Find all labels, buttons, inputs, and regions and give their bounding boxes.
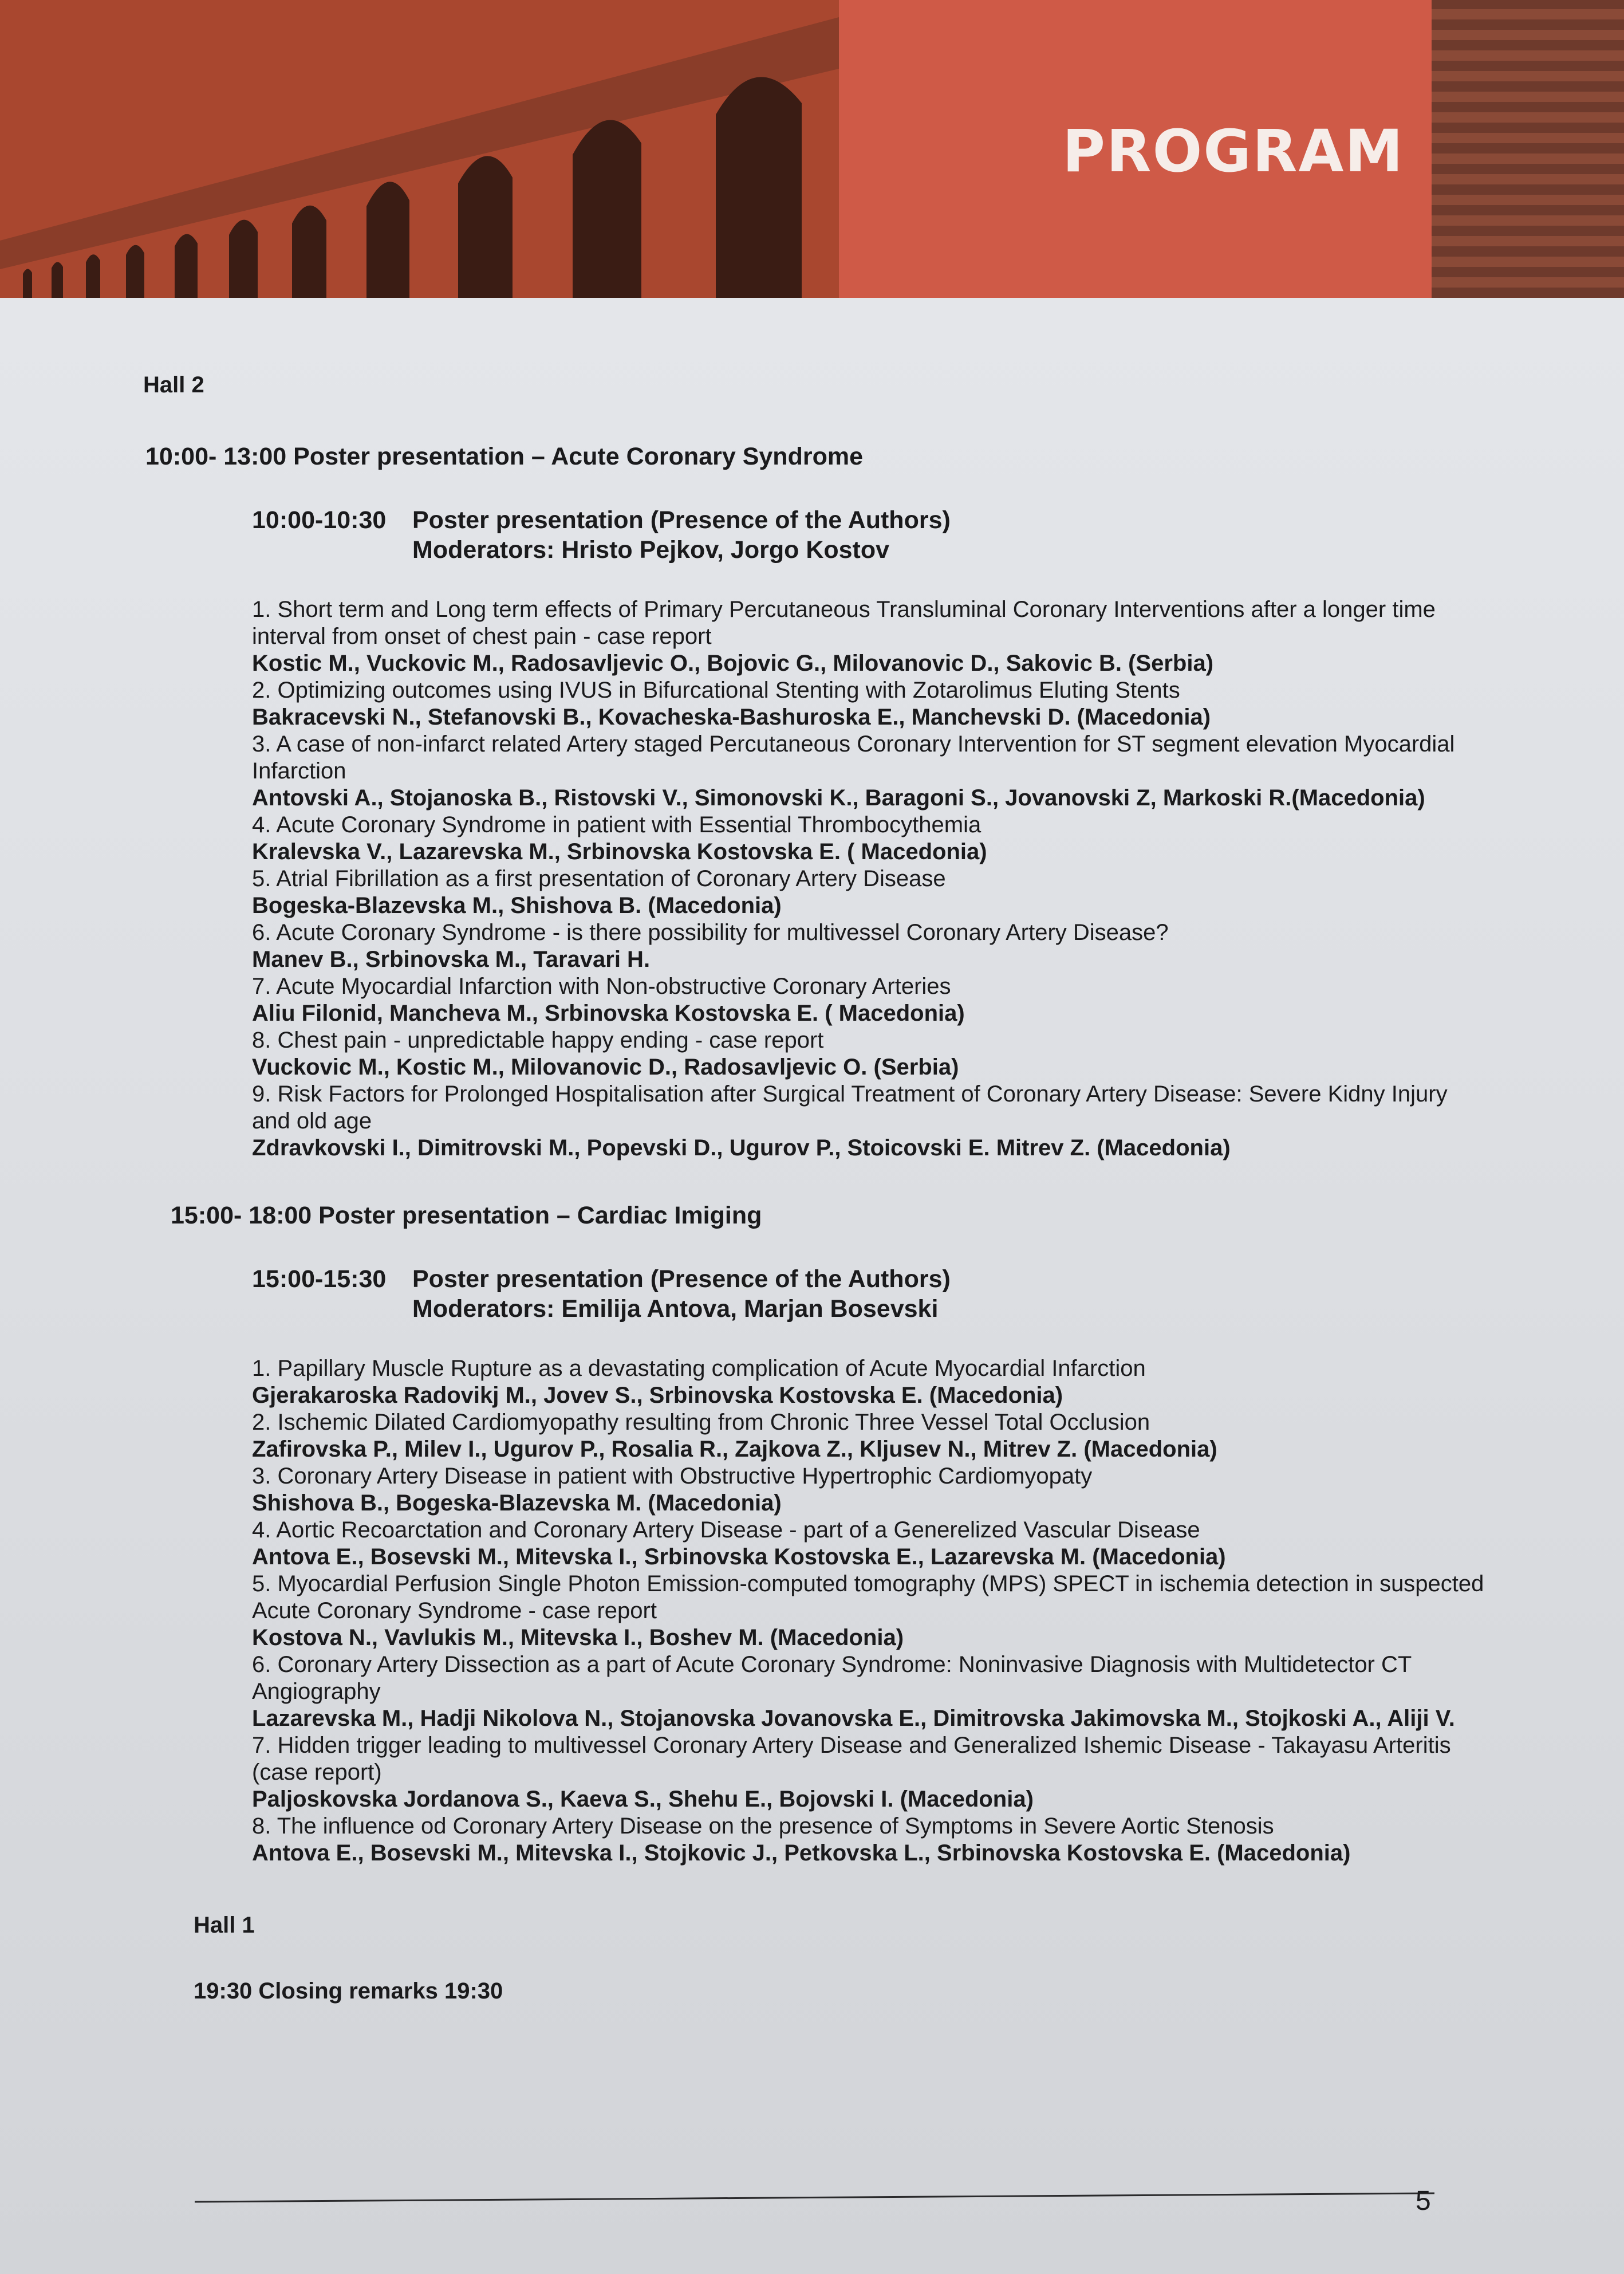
poster-authors: Bogeska-Blazevska M., Shishova B. (Macedonia) bbox=[252, 893, 782, 918]
program-content bbox=[143, 372, 1489, 2004]
aqueduct-photo bbox=[0, 0, 839, 298]
poster-title: 1. Short term and Long term effects of Primary Percutaneous Transluminal Coronary Interventions after a longer time interval from onset of chest pain - case report bbox=[252, 597, 1436, 649]
list-item bbox=[252, 812, 1489, 865]
hall-label: Hall 1 bbox=[194, 1913, 255, 1938]
list-item bbox=[252, 865, 1489, 919]
list-item bbox=[252, 973, 1489, 1027]
poster-authors: Antova E., Bosevski M., Mitevska I., Stojkovic J., Petkovska L., Srbinovska Kostovska E. (Macedonia) bbox=[252, 1840, 1351, 1866]
poster-title: 7. Acute Myocardial Infarction with Non-obstructive Coronary Arteries bbox=[252, 974, 951, 999]
poster-authors: Lazarevska M., Hadji Nikolova N., Stojanovska Jovanovska E., Dimitrovska Jakimovska M., Stojkoski A., Aliji V. bbox=[252, 1706, 1455, 1731]
page-number: 5 bbox=[1416, 2186, 1431, 2216]
poster-title: 5. Myocardial Perfusion Single Photon Emission-computed tomography (MPS) SPECT in ischemia detection in suspected Acute Coronary Syndrome - case report bbox=[252, 1571, 1484, 1623]
poster-title: 9. Risk Factors for Prolonged Hospitalisation after Surgical Treatment of Coronary Artery Disease: Severe Kidny Injury and old age bbox=[252, 1081, 1448, 1134]
list-item bbox=[252, 919, 1489, 973]
list-item bbox=[252, 1409, 1489, 1463]
poster-authors: Antovski A., Stojanoska B., Ristovski V., Simonovski K., Baragoni S., Jovanovski Z, Markoski R.(Macedonia) bbox=[252, 785, 1425, 811]
stone-wall-photo bbox=[1432, 0, 1624, 298]
list-item bbox=[252, 596, 1489, 677]
poster-authors: Kralevska V., Lazarevska M., Srbinovska Kostovska E. ( Macedonia) bbox=[252, 839, 987, 864]
poster-title: 8. The influence od Coronary Artery Disease on the presence of Symptoms in Severe Aortic Stenosis bbox=[252, 1813, 1274, 1839]
poster-list bbox=[252, 596, 1489, 1162]
hall-label: Hall 2 bbox=[143, 372, 204, 398]
poster-authors: Kostic M., Vuckovic M., Radosavljevic O., Bojovic G., Milovanovic D., Sakovic B. (Serbia) bbox=[252, 651, 1214, 676]
poster-authors: Manev B., Srbinovska M., Taravari H. bbox=[252, 947, 651, 972]
session-title: 10:00- 13:00 Poster presentation – Acute Coronary Syndrome bbox=[145, 443, 863, 470]
poster-title: 6. Coronary Artery Dissection as a part of Acute Coronary Syndrome: Noninvasive Diagnosis with Multidetector CT Angiography bbox=[252, 1652, 1412, 1704]
slot-time: 15:00-15:30 bbox=[252, 1265, 387, 1293]
poster-authors: Kostova N., Vavlukis M., Mitevska I., Boshev M. (Macedonia) bbox=[252, 1625, 904, 1650]
poster-authors: Aliu Filonid, Mancheva M., Srbinovska Kostovska E. ( Macedonia) bbox=[252, 1001, 965, 1026]
poster-authors: Vuckovic M., Kostic M., Milovanovic D., Radosavljevic O. (Serbia) bbox=[252, 1055, 959, 1080]
poster-title: 4. Aortic Recoarctation and Coronary Artery Disease - part of a Generelized Vascular Disease bbox=[252, 1517, 1200, 1543]
slot-time: 10:00-10:30 bbox=[252, 506, 387, 534]
poster-title: 8. Chest pain - unpredictable happy ending - case report bbox=[252, 1028, 824, 1053]
poster-authors: Zdravkovski I., Dimitrovski M., Popevski D., Ugurov P., Stoicovski E. Mitrev Z. (Macedonia) bbox=[252, 1135, 1231, 1160]
time-slot bbox=[252, 1264, 1489, 1324]
page-title: PROGRAM bbox=[1062, 117, 1404, 186]
poster-title: 2. Ischemic Dilated Cardiomyopathy resulting from Chronic Three Vessel Total Occlusion bbox=[252, 1410, 1150, 1435]
time-slot bbox=[252, 505, 1489, 565]
poster-title: 3. Coronary Artery Disease in patient with Obstructive Hypertrophic Cardiomyopaty bbox=[252, 1463, 1093, 1489]
poster-title: 3. A case of non-infarct related Artery staged Percutaneous Coronary Intervention for ST segment elevation Myocardial Infarction bbox=[252, 731, 1455, 784]
poster-authors: Paljoskovska Jordanova S., Kaeva S., Shehu E., Bojovski I. (Macedonia) bbox=[252, 1787, 1034, 1812]
poster-title: 7. Hidden trigger leading to multivessel Coronary Artery Disease and Generalized Ishemic Disease - Takayasu Arteritis (case report) bbox=[252, 1733, 1451, 1785]
list-item bbox=[252, 1517, 1489, 1571]
poster-authors: Zafirovska P., Milev I., Ugurov P., Rosalia R., Zajkova Z., Kljusev N., Mitrev Z. (Macedonia) bbox=[252, 1437, 1217, 1462]
poster-authors: Bakracevski N., Stefanovski B., Kovacheska-Bashuroska E., Manchevski D. (Macedonia) bbox=[252, 705, 1211, 730]
list-item bbox=[252, 1027, 1489, 1081]
poster-title: 5. Atrial Fibrillation as a first presentation of Coronary Artery Disease bbox=[252, 866, 946, 891]
poster-title: 1. Papillary Muscle Rupture as a devastating complication of Acute Myocardial Infarction bbox=[252, 1356, 1146, 1381]
list-item bbox=[252, 1355, 1489, 1409]
header-banner bbox=[0, 0, 1624, 298]
list-item bbox=[252, 1571, 1489, 1651]
poster-authors: Gjerakaroska Radovikj M., Jovev S., Srbinovska Kostovska E. (Macedonia) bbox=[252, 1383, 1063, 1408]
poster-title: 2. Optimizing outcomes using IVUS in Bifurcational Stenting with Zotarolimus Eluting Stents bbox=[252, 678, 1180, 703]
list-item bbox=[252, 1732, 1489, 1813]
session-block-imaging bbox=[252, 1264, 1489, 1867]
list-item bbox=[252, 1651, 1489, 1732]
slot-title: Poster presentation (Presence of the Authors) bbox=[412, 1265, 951, 1293]
poster-title: 4. Acute Coronary Syndrome in patient with Essential Thrombocythemia bbox=[252, 812, 982, 837]
poster-authors: Antova E., Bosevski M., Mitevska I., Srbinovska Kostovska E., Lazarevska M. (Macedonia) bbox=[252, 1544, 1226, 1569]
list-item bbox=[252, 677, 1489, 731]
session-title: 15:00- 18:00 Poster presentation – Cardiac Imiging bbox=[171, 1202, 762, 1229]
poster-list bbox=[252, 1355, 1489, 1867]
list-item bbox=[252, 1463, 1489, 1517]
poster-title: 6. Acute Coronary Syndrome - is there possibility for multivessel Coronary Artery Disease? bbox=[252, 920, 1169, 945]
slot-title: Poster presentation (Presence of the Authors) bbox=[412, 506, 951, 534]
moderators: Moderators: Emilija Antova, Marjan Bosevski bbox=[412, 1295, 939, 1323]
list-item bbox=[252, 1081, 1489, 1162]
moderators: Moderators: Hristo Pejkov, Jorgo Kostov bbox=[412, 536, 890, 564]
closing-remarks: 19:30 Closing remarks 19:30 bbox=[194, 1978, 503, 2004]
session-block-acs bbox=[252, 505, 1489, 1162]
list-item bbox=[252, 1813, 1489, 1867]
list-item bbox=[252, 731, 1489, 812]
poster-authors: Shishova B., Bogeska-Blazevska M. (Macedonia) bbox=[252, 1490, 782, 1516]
